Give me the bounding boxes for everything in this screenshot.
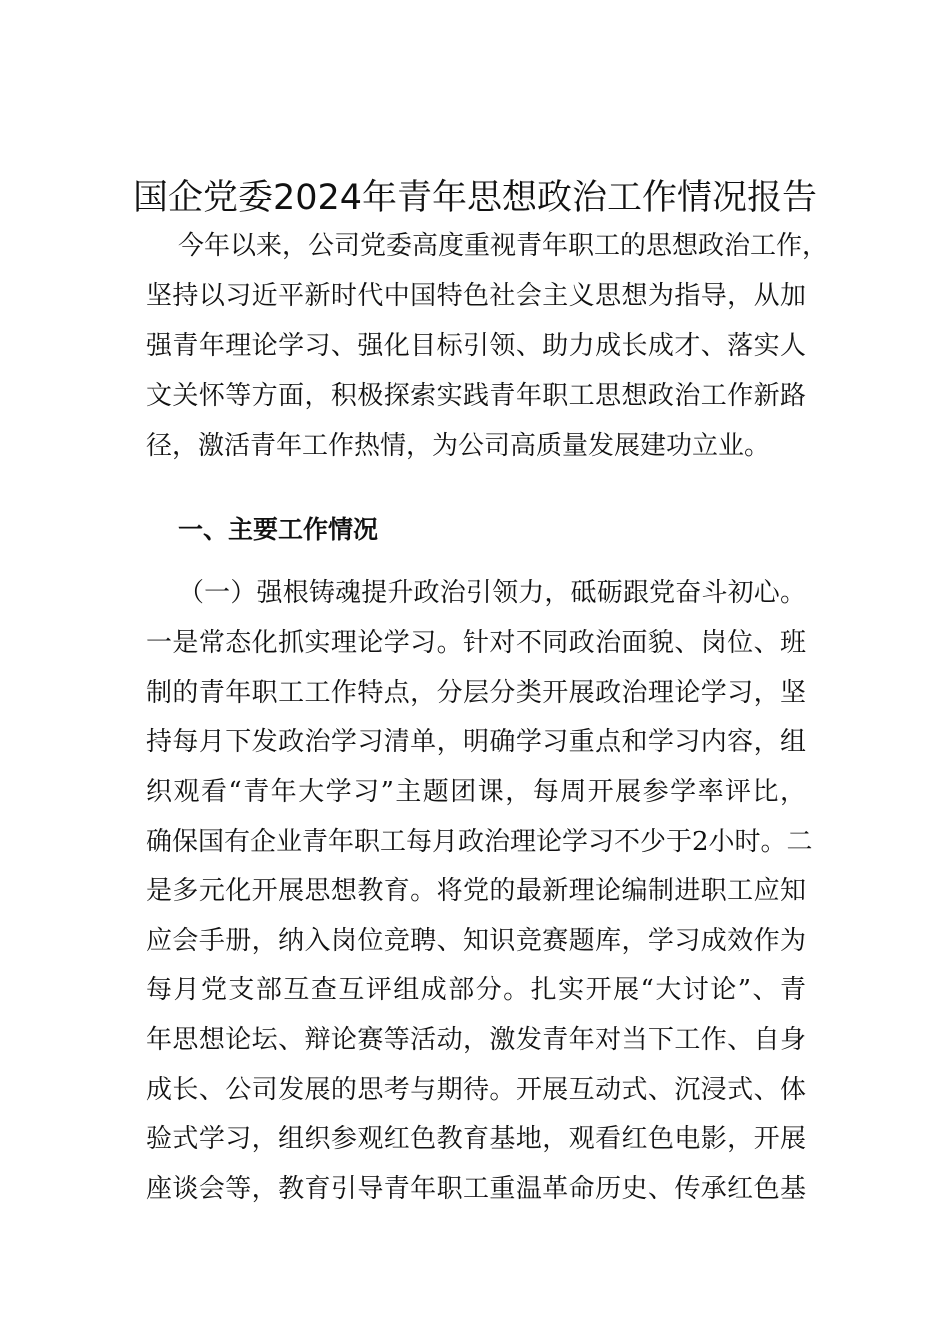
body-line: 织观看“青年大学习”主题团课，每周开展参学率评比， <box>146 777 806 807</box>
body-line: 验式学习，组织参观红色教育基地，观看红色电影，开展 <box>146 1124 806 1154</box>
body-line: 制的青年职工工作特点，分层分类开展政治理论学习，坚 <box>146 678 806 708</box>
body-line: 持每月下发政治学习清单，明确学习重点和学习内容，组 <box>146 727 806 757</box>
body-line: 确保国有企业青年职工每月政治理论学习不少于2小时。二 <box>146 827 813 857</box>
intro-line: 强青年理论学习、强化目标引领、助力成长成才、落实人 <box>146 331 806 361</box>
document-title: 国企党委2024年青年思想政治工作情况报告 <box>132 178 818 218</box>
intro-line: 文关怀等方面，积极探索实践青年职工思想政治工作新路 <box>146 381 806 411</box>
intro-line: 今年以来，公司党委高度重视青年职工的思想政治工作， <box>178 231 829 261</box>
body-line: 每月党支部互查互评组成部分。扎实开展“大讨论”、青 <box>146 975 806 1005</box>
body-line: 一是常态化抓实理论学习。针对不同政治面貌、岗位、班 <box>146 628 806 658</box>
intro-line: 径，激活青年工作热情，为公司高质量发展建功立业。 <box>146 431 771 461</box>
body-line: 应会手册，纳入岗位竞聘、知识竞赛题库，学习成效作为 <box>146 926 806 956</box>
body-line: 座谈会等，教育引导青年职工重温革命历史、传承红色基 <box>146 1174 806 1204</box>
body-line: 成长、公司发展的思考与期待。开展互动式、沉浸式、体 <box>146 1075 806 1105</box>
body-line: 年思想论坛、辩论赛等活动，激发青年对当下工作、自身 <box>146 1025 806 1055</box>
section-heading: 一、主要工作情况 <box>178 515 379 544</box>
body-line: 是多元化开展思想教育。将党的最新理论编制进职工应知 <box>146 876 806 906</box>
body-line: （一）强根铸魂提升政治引领力，砥砺跟党奋斗初心。 <box>178 578 806 608</box>
intro-line: 坚持以习近平新时代中国特色社会主义思想为指导，从加 <box>146 281 806 311</box>
